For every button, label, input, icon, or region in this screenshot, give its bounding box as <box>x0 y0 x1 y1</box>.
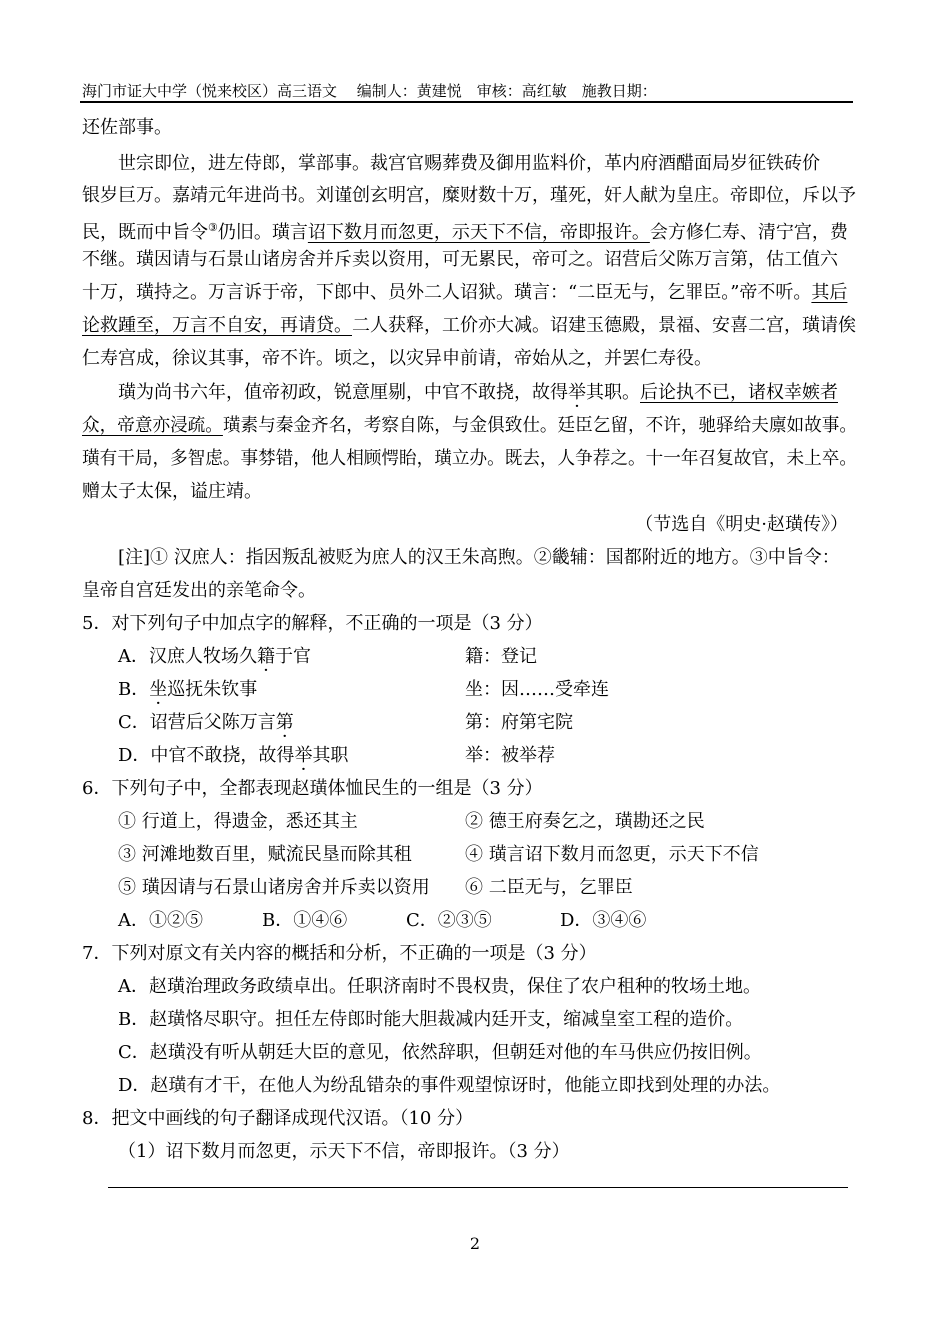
text-run: 于官 <box>275 646 311 667</box>
note-line: [注]① 汉庶人：指因叛乱被贬为庶人的汉王朱高煦。②畿辅：国都附近的地方。③中旨令： <box>118 547 840 568</box>
q6-item: ② 德王府奏乞之，璜勘还之民 <box>465 811 705 832</box>
text-run: 璜素与秦金齐名，考察自陈，与金俱致仕。廷臣乞留，不许，驰驿给夫廪如故事。 <box>222 415 857 436</box>
text-run: 二人获释，工价亦大减。诏建玉德殿，景福、安喜二宫，璜请俟 <box>352 315 856 336</box>
passage-line <box>82 216 848 245</box>
q7-option-a: A．赵璜治理政务政绩卓出。任职济南时不畏权贵，保住了农户租种的牧场土地。 <box>118 976 761 997</box>
underlined-sentence-2b: 论救踵至，万言不自安，再请贷。 <box>82 315 352 336</box>
text-run: D．中官不敢挠，故得 <box>118 745 295 766</box>
text-run: 其职。 <box>586 382 640 403</box>
passage-line: 银岁巨万。嘉靖元年进尚书。刘谨创玄明宫，糜财数十万，瑾死，奸人献为皇庄。帝即位，斥以予 <box>82 185 856 206</box>
text-run: A．汉庶人牧场久 <box>118 646 257 667</box>
q7-option-d: D．赵璜有才干，在他人为纷乱错杂的事件观望惊讶时，他能立即找到处理的办法。 <box>118 1075 781 1096</box>
answer-line[interactable] <box>108 1187 848 1188</box>
text-run: 巡抚朱钦事 <box>167 679 258 700</box>
page-header: 海门市证大中学（悦来校区）高三语文 编制人：黄建悦 审核：高红敏 施教日期： <box>82 82 657 100</box>
question-7-stem: 7．下列对原文有关内容的概括和分析，不正确的一项是（3 分） <box>82 943 597 964</box>
dotted-char: 籍 <box>257 646 275 667</box>
text-run: C．诏营后父陈万言 <box>118 712 276 733</box>
q6-item: ⑥ 二臣无与，乞罪臣 <box>465 877 633 898</box>
passage-line <box>118 381 838 405</box>
footnote-marker: ③ <box>208 221 218 234</box>
q5-option-a <box>118 645 311 669</box>
q6-choice-d: D．③④⑥ <box>560 910 647 931</box>
text-run: 民，既而中旨令 <box>82 222 208 243</box>
text-run: 仍旧。璜言 <box>217 222 308 243</box>
underlined-sentence-3a: 后论执不已，诸权幸嫉者 <box>640 382 838 403</box>
q6-item: ④ 璜言诏下数月而忽更，示天下不信 <box>465 844 759 865</box>
question-8-stem: 8．把文中画线的句子翻译成现代汉语。（10 分） <box>82 1108 474 1129</box>
q6-item: ③ 河滩地数百里，赋流民垦而除其租 <box>118 844 412 865</box>
q5-gloss-c: 第：府第宅院 <box>465 712 573 733</box>
text-run: 会方修仁寿、清宁宫，费 <box>649 222 848 243</box>
text-run: B． <box>118 679 150 700</box>
q7-option-b: B．赵璜恪尽职守。担任左侍郎时能大胆裁减内廷开支，缩减皇室工程的造价。 <box>118 1009 744 1030</box>
dotted-char: 举 <box>568 382 586 403</box>
q8-sub-1: （1）诏下数月而忽更，示天下不信，帝即报许。（3 分） <box>118 1141 570 1162</box>
q6-item: ① 行道上，得遗金，悉还其主 <box>118 811 358 832</box>
q5-option-b <box>118 678 257 702</box>
passage-line: 不继。璜因请与石景山诸房舍并斥卖以资用，可无累民，帝可之。诏营后父陈万言第，估工值六 <box>82 249 838 270</box>
dotted-char: 举 <box>294 745 313 766</box>
source-citation: （节选自《明史·赵璜传》） <box>635 514 848 535</box>
passage-line: 赠太子太保，谥庄靖。 <box>82 481 262 502</box>
header-rule <box>80 101 853 103</box>
underlined-sentence-2a: 其后 <box>811 282 848 303</box>
passage-line: 还佐部事。 <box>82 117 172 138</box>
underlined-sentence-3b: 众，帝意亦浸疏。 <box>82 415 223 436</box>
passage-line <box>82 414 857 438</box>
q5-gloss-b: 坐：因……受牵连 <box>465 679 609 700</box>
passage-line: 璜有干局，多智虑。事棼错，他人相顾愕眙，璜立办。既去，人争荐之。十一年召复故官，未上卒。 <box>82 448 857 469</box>
q6-item: ⑤ 璜因请与石景山诸房舍并斥卖以资用 <box>118 877 430 898</box>
passage-line: 世宗即位，进左侍郎，掌部事。裁宫官赐葬费及御用监料价，革内府酒醋面局岁征铁砖价 <box>118 153 820 174</box>
q5-gloss-a: 籍：登记 <box>465 646 537 667</box>
question-5-stem: 5．对下列句子中加点字的解释，不正确的一项是（3 分） <box>82 613 543 634</box>
q5-gloss-d: 举：被举荐 <box>465 745 555 766</box>
dotted-char: 坐 <box>149 679 168 700</box>
question-6-stem: 6．下列句子中，全都表现赵璜体恤民生的一组是（3 分） <box>82 778 543 799</box>
text-run: 十万，璜持之。万言诉于帝，下郎中、员外二人诏狱。璜言：“二臣无与，乞罪臣。”帝不听。 <box>82 282 812 303</box>
passage-line <box>82 281 847 305</box>
page-number: 2 <box>469 1234 481 1253</box>
q6-choice-c: C．②③⑤ <box>406 910 492 931</box>
passage-line <box>82 314 856 338</box>
text-run: 璜为尚书六年，值帝初政，锐意厘剔，中官不敢挠，故得 <box>118 382 568 403</box>
q6-choice-b: B．①④⑥ <box>262 910 348 931</box>
q5-option-c <box>118 711 294 735</box>
note-line: 皇帝自宫廷发出的亲笔命令。 <box>82 580 316 601</box>
dotted-char: 第 <box>275 712 294 733</box>
q5-option-d <box>118 744 348 768</box>
underlined-sentence-1: 诏下数月而忽更，示天下不信，帝即报许。 <box>307 222 650 243</box>
passage-line: 仁寿宫成，徐议其事，帝不许。顷之，以灾异申前请，帝始从之，并罢仁寿役。 <box>82 348 712 369</box>
q6-choice-a: A．①②⑤ <box>118 910 203 931</box>
q7-option-c: C．赵璜没有听从朝廷大臣的意见，依然辞职，但朝廷对他的车马供应仍按旧例。 <box>118 1042 762 1063</box>
text-run: 其职 <box>312 745 349 766</box>
